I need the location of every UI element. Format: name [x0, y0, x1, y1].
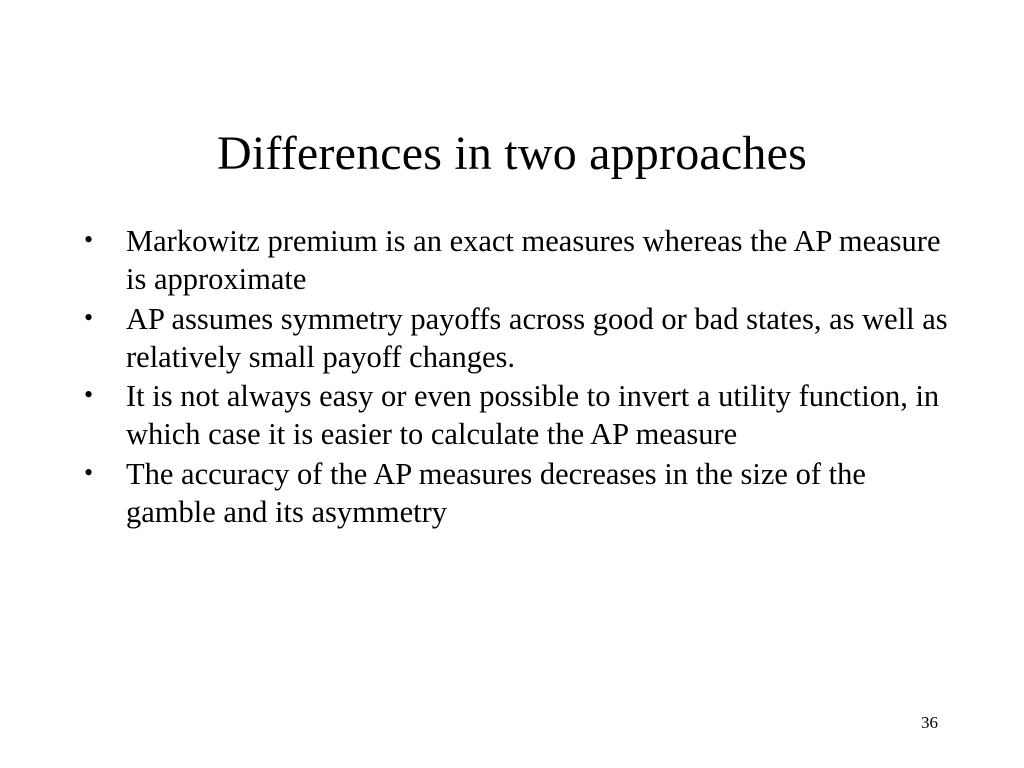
- bullet-icon: •: [84, 225, 94, 254]
- bullet-list: [84, 222, 954, 532]
- list-item-text: Markowitz premium is an exact measures whereas the AP measure is approximate: [126, 224, 941, 297]
- bullet-icon: •: [84, 380, 94, 410]
- bullet-icon: •: [84, 457, 94, 487]
- bullet-icon: •: [84, 302, 94, 332]
- list-item: [84, 222, 954, 299]
- list-item: [84, 300, 954, 377]
- list-item-text: AP assumes symmetry payoffs across good or bad states, as well as relatively small payoff changes.: [126, 301, 948, 374]
- page-title: Differences in two approaches: [216, 127, 807, 181]
- page-number: 36: [921, 713, 938, 732]
- list-item: [84, 377, 954, 454]
- list-item-text: It is not always easy or even possible to invert a utility function, in which case it is easier to calculate the AP measure: [126, 379, 940, 452]
- list-item-text: The accuracy of the AP measures decreases in the size of the gamble and its asymmetry: [126, 456, 866, 529]
- list-item: [84, 455, 954, 532]
